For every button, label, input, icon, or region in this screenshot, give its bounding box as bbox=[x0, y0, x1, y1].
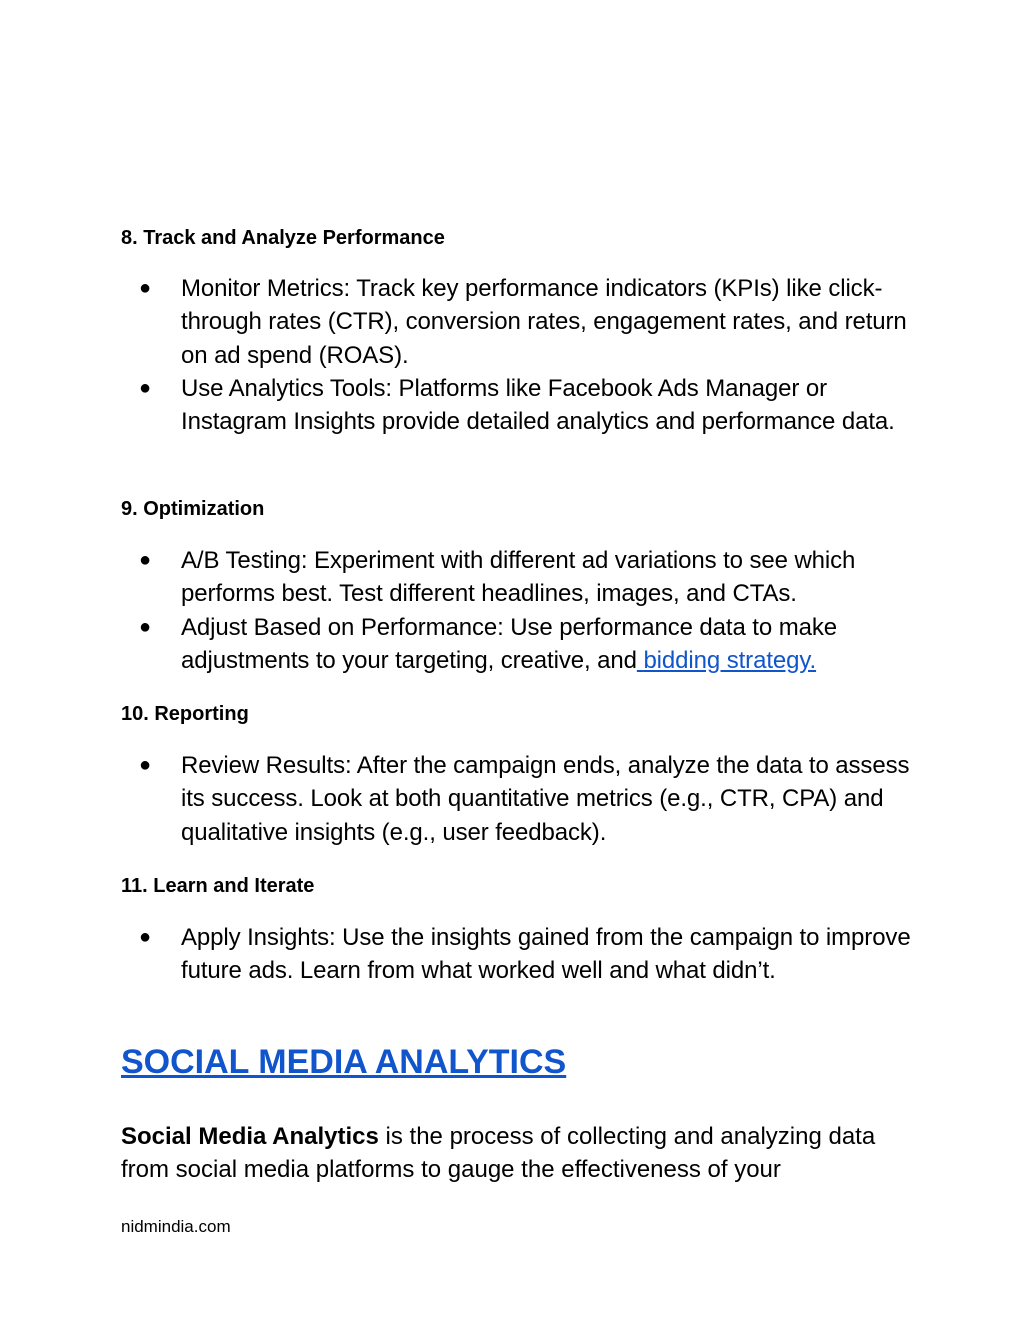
paragraph-text: is the process of collecting and analyzing data from social media platforms to gauge the effectiveness of your bbox=[121, 1123, 876, 1184]
section-heading-learn-iterate: 11. Learn and Iterate bbox=[121, 875, 315, 897]
bullet-icon: ● bbox=[139, 926, 151, 948]
list-item: ● Use Analytics Tools: Platforms like Facebook Ads Manager or Instagram Insights provide detailed analytics and performance data. bbox=[121, 372, 911, 439]
bullet-icon: ● bbox=[139, 376, 151, 399]
bullet-list-optimization bbox=[121, 544, 911, 677]
list-item: ● Review Results: After the campaign ends, analyze the data to assess its success. Look at both quantitative metrics (e.g., CTR, CPA) and qualitative insights (e.g., user feedback). bbox=[121, 749, 911, 849]
section-heading-reporting: 10. Reporting bbox=[121, 703, 249, 725]
bullet-icon: ● bbox=[139, 615, 151, 638]
list-item: ● Adjust Based on Performance: Use performance data to make adjustments to your targeting, creative, and bidding strategy. bbox=[121, 611, 911, 678]
bullet-icon: ● bbox=[139, 754, 151, 776]
bullet-list-learn-iterate bbox=[121, 921, 911, 988]
bullet-list-track-analyze bbox=[121, 272, 911, 438]
bullet-icon: ● bbox=[139, 549, 151, 571]
bullet-list-reporting bbox=[121, 749, 911, 849]
list-item: ● Apply Insights: Use the insights gained from the campaign to improve future ads. Learn from what worked well and what didn’t. bbox=[121, 921, 911, 988]
footer-domain: nidmindia.com bbox=[121, 1217, 231, 1236]
list-item: ● Monitor Metrics: Track key performance indicators (KPIs) like click-through rates (CTR), conversion rates, engagement rates, and return on ad spend (ROAS). bbox=[121, 272, 911, 372]
section-heading-optimization: 9. Optimization bbox=[121, 498, 265, 520]
intro-paragraph bbox=[121, 1120, 901, 1187]
bidding-strategy-link[interactable]: bidding strategy. bbox=[643, 646, 817, 674]
social-media-analytics-title-link[interactable]: SOCIAL MEDIA ANALYTICS bbox=[121, 1043, 567, 1081]
list-item: ● A/B Testing: Experiment with different ad variations to see which performs best. Test different headlines, images, and CTAs. bbox=[121, 544, 911, 611]
paragraph-bold-lead: Social Media Analytics bbox=[121, 1123, 379, 1150]
section-heading-track-analyze: 8. Track and Analyze Performance bbox=[121, 227, 445, 249]
bullet-icon: ● bbox=[139, 277, 151, 299]
